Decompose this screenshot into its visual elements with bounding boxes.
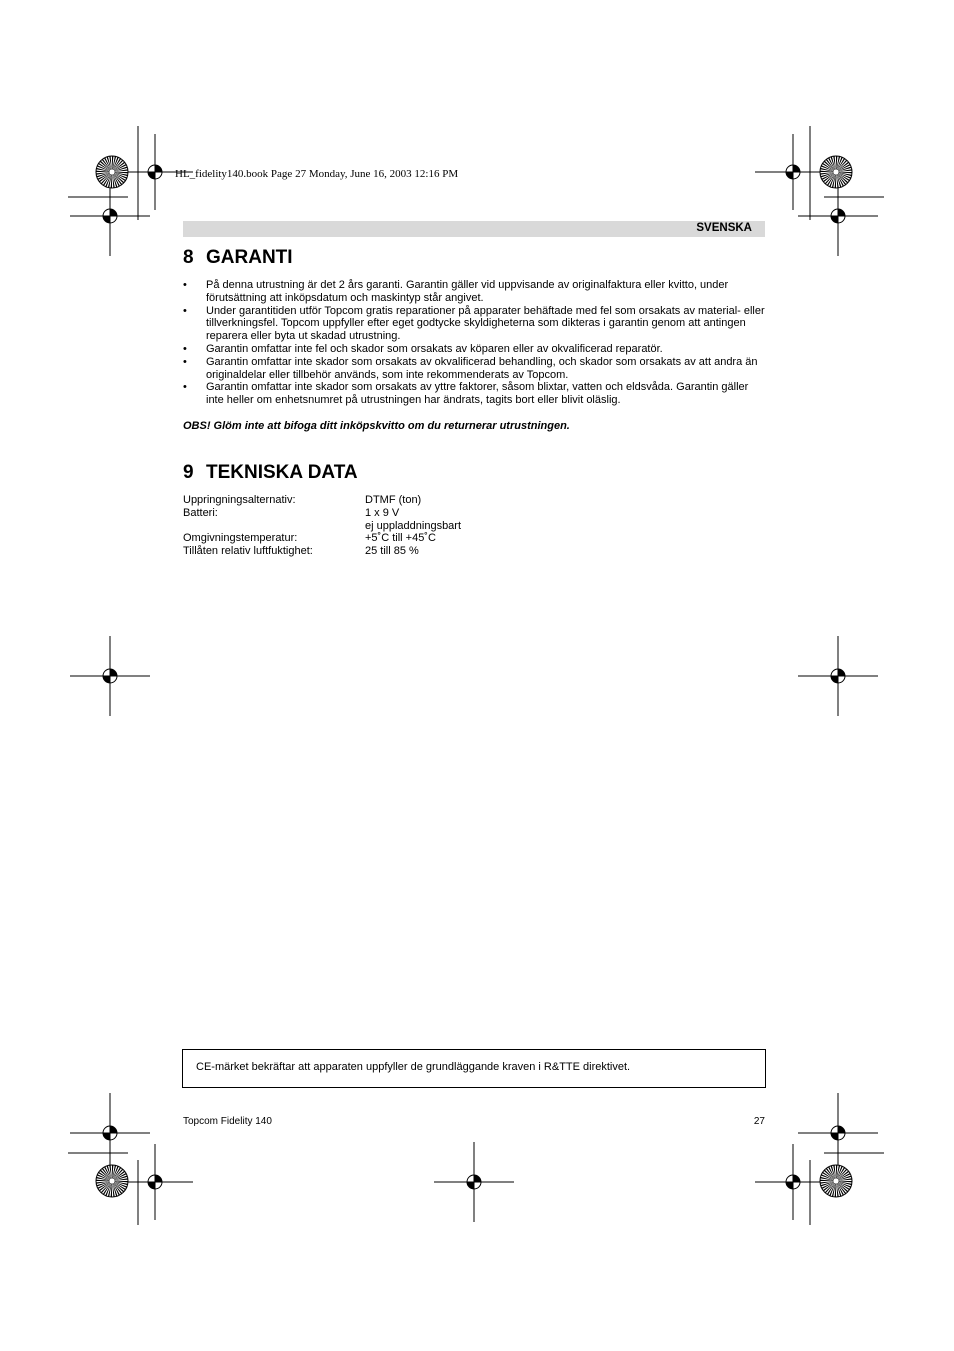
list-item — [183, 381, 768, 407]
spec-value: DTMF (ton) — [365, 494, 422, 506]
list-item-text: Garantin omfattar inte skador som orsakats av okvalificerad behandling, och skador som orsakats av att andra än originaldelar eller tillbehör används, som inte rekommenderats av Topcom. — [206, 355, 758, 381]
bullet: • — [183, 304, 187, 317]
spec-label — [183, 520, 365, 533]
print-info: HL_fidelity140.book Page 27 Monday, June 16, 2003 12:16 PM — [175, 168, 459, 180]
spec-value: +5˚C till +45˚C — [365, 532, 436, 545]
table-row — [183, 507, 461, 520]
list-item-text: Under garantitiden utför Topcom gratis reparationer på apparater behäftade med fel som orsakats av material- eller tillverkningsfel. Topcom uppfyller efter eget godtycke skyldigheterna som dikteras i garantin genom att antingen reparera eller byta ut skadad utrustning. — [206, 304, 765, 343]
language-label: SVENSKA — [696, 222, 752, 234]
spec-label: Omgivningstemperatur: — [183, 532, 298, 545]
spec-value: ej uppladdningsbart — [365, 519, 462, 532]
registration-star-icon — [96, 1165, 128, 1197]
list-item — [183, 343, 768, 356]
list-item-text: Garantin omfattar inte skador som orsakats av yttre faktorer, såsom blixtar, vatten och eldsvåda. Garantin gäller inte heller om enhetsnumret på utrustningen har ändrats, tagits bort eller blivit oläslig. — [206, 381, 749, 407]
table-row — [183, 520, 461, 533]
registration-star-icon — [820, 1165, 852, 1197]
table-row — [183, 545, 461, 558]
list-item — [183, 356, 768, 382]
section-8-heading — [183, 247, 293, 269]
footer-product: Topcom Fidelity 140 — [183, 1116, 272, 1127]
registration-target-icon — [434, 1142, 514, 1222]
section-9-number: 9 — [183, 462, 194, 483]
list-item — [183, 279, 768, 305]
list-item — [183, 305, 768, 343]
table-row — [183, 494, 461, 507]
footer-page-number: 27 — [753, 1116, 765, 1127]
list-item-text: Garantin omfattar inte fel och skador som orsakats av köparen eller av okvalificerad reparatör. — [206, 342, 663, 355]
bullet: • — [183, 381, 187, 394]
bullet: • — [183, 355, 187, 368]
section-9-title: TEKNISKA DATA — [206, 462, 358, 483]
spec-value: 25 till 85 % — [365, 545, 419, 558]
registration-star-icon — [820, 156, 852, 188]
table-row — [183, 532, 461, 545]
spec-value: 1 x 9 V — [365, 506, 400, 519]
list-item-text: På denna utrustning är det 2 års garanti. Garantin gäller vid uppvisande av originalfaktura eller kvitto, under förutsättning att inköpsdatum och maskintyp står angivet. — [206, 279, 729, 304]
section-9-heading — [183, 462, 358, 484]
spec-label: Uppringningsalternativ: — [183, 494, 296, 506]
registration-target-icon — [70, 636, 150, 716]
registration-target-icon — [798, 636, 878, 716]
warranty-list — [183, 279, 768, 407]
ce-notice-text: CE-märket bekräftar att apparaten uppfyller de grundläggande kraven i R&TTE direktivet. — [196, 1061, 631, 1073]
bullet: • — [183, 279, 187, 291]
section-8-number: 8 — [183, 247, 194, 268]
spec-label: Batteri: — [183, 506, 218, 519]
language-bar — [183, 221, 765, 237]
section-8-title: GARANTI — [206, 247, 293, 268]
technical-data-table — [183, 494, 461, 558]
ce-notice-box — [182, 1049, 766, 1088]
spec-label: Tillåten relativ luftfuktighet: — [183, 545, 313, 558]
registration-star-icon — [96, 156, 128, 188]
warranty-note: OBS! Glöm inte att bifoga ditt inköpskvitto om du returnerar utrustningen. — [183, 420, 570, 432]
bullet: • — [183, 342, 187, 355]
